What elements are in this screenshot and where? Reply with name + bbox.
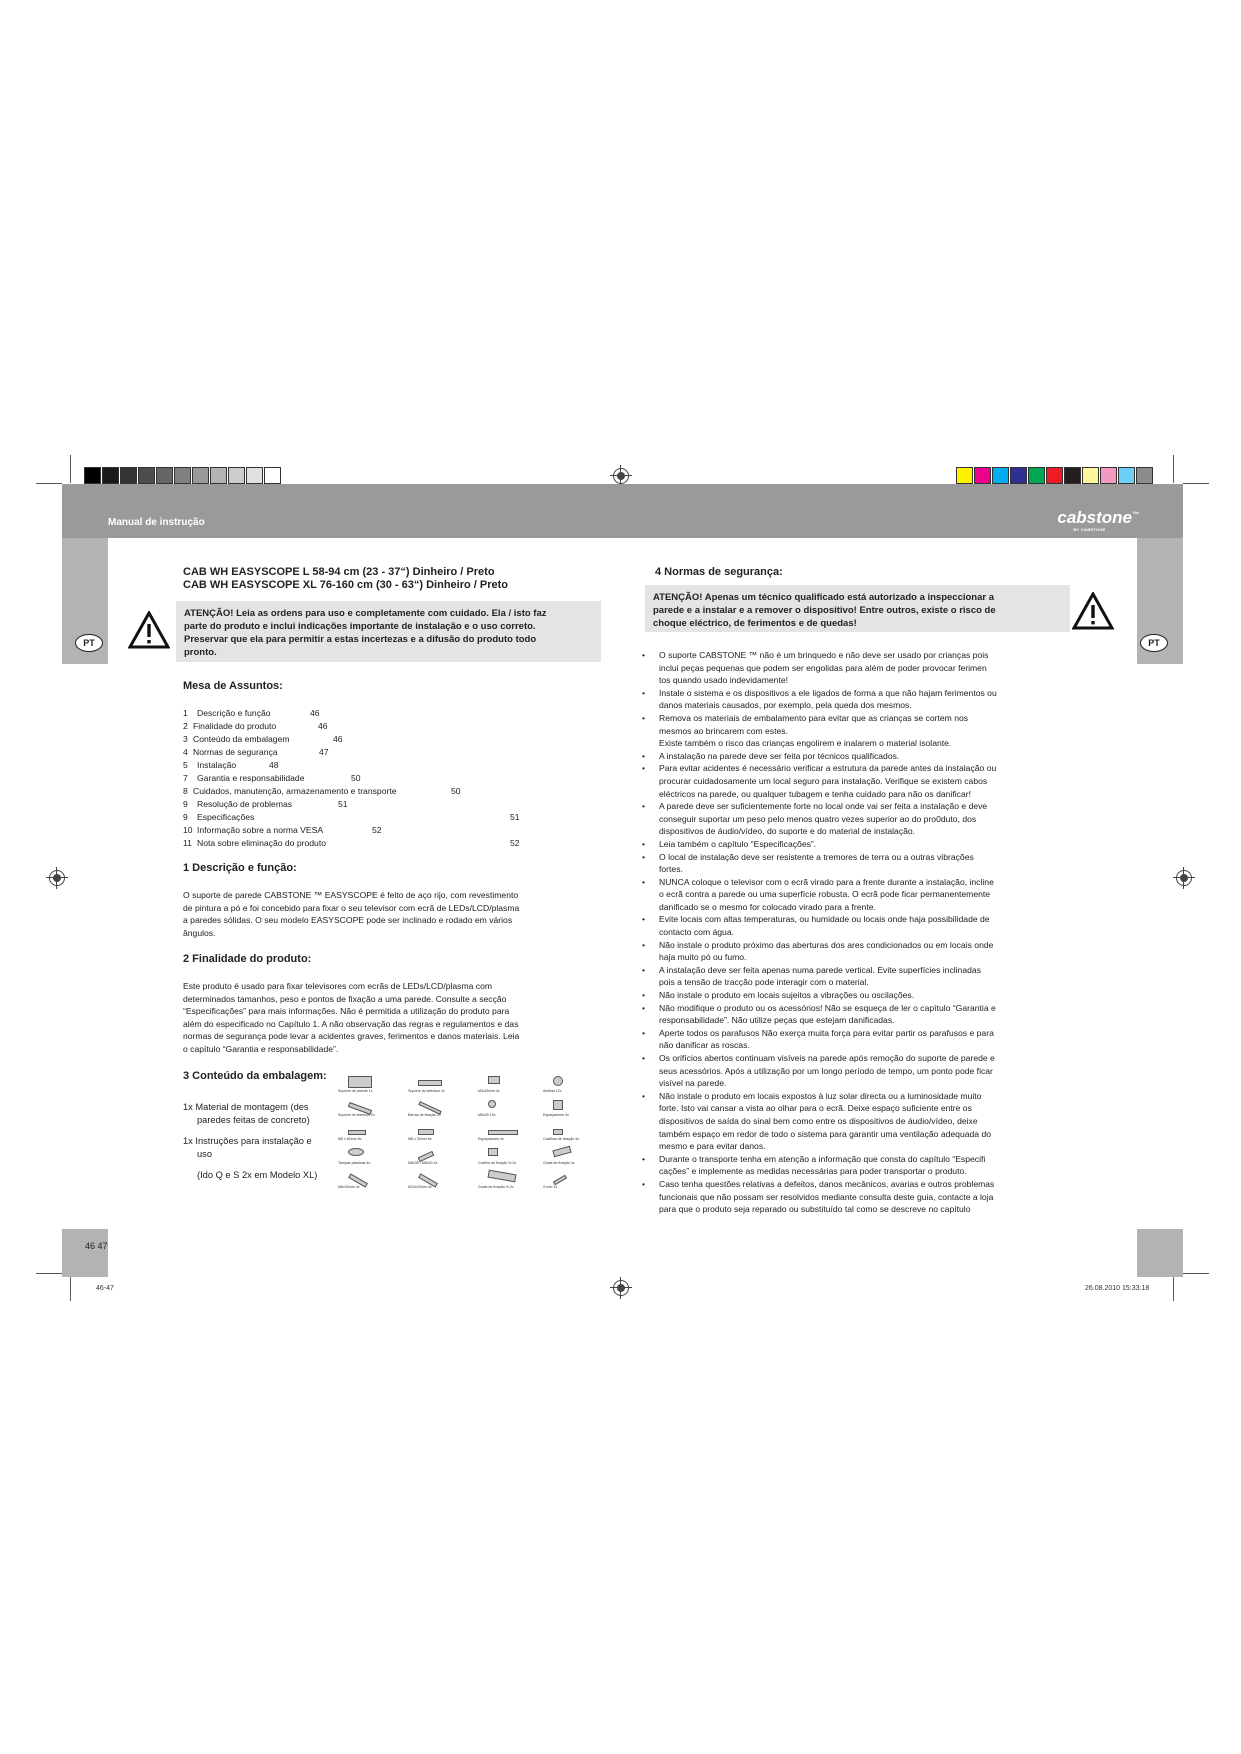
list-item: • Leia também o capítulo “Especificações”. xyxy=(642,838,1072,851)
toc-label: Finalidade do produto xyxy=(193,721,277,731)
toc-page: 50 xyxy=(451,786,461,796)
part-item: M10x20mm 4x xyxy=(408,1170,468,1198)
part-item: M6x30mm 4x xyxy=(338,1170,398,1198)
footer-file-label: 46-47 xyxy=(96,1285,114,1292)
part-item: Suporte de parede 1x xyxy=(338,1074,398,1102)
text-line: de pintura a pó e foi concebido para fixar o seu televisor com ecrã de LEDs/LCD/plasma xyxy=(183,902,520,913)
list-item: • Durante o transporte tenha em atenção a informação que consta do capítulo “Especifi cações” e implemente as medidas necessárias para poder transportar o produto. xyxy=(642,1153,1072,1178)
toc-label: Descrição e função xyxy=(197,708,271,718)
toc-number: 8 xyxy=(183,786,188,796)
logo-text: cabstone xyxy=(1057,508,1132,527)
toc-number: 5 xyxy=(183,760,188,770)
package-item: uso xyxy=(197,1149,212,1159)
part-item: Guias de fixação 4x xyxy=(543,1146,603,1174)
warning-line: parede e a instalar e a remover o dispositivo! Entre outros, existe o risco de xyxy=(653,605,996,616)
list-item: • Remova os materiais de embalamento para evitar que as crianças se cortem nos mesmos ao brincarem com estes. Existe também o risco das crianças engolirem e inalarem o material isolante. xyxy=(642,712,1072,750)
toc-page: 52 xyxy=(372,825,382,835)
toc-number: 9 xyxy=(183,812,188,822)
footer-timestamp: 26.08.2010 15:33:18 xyxy=(1085,1285,1150,1292)
toc-number: 7 xyxy=(183,773,188,783)
part-item: Suporte do televisor 2x xyxy=(408,1074,468,1102)
package-item: (Ido Q e S 2x em Modelo XL) xyxy=(197,1170,318,1180)
text-line: o capítulo “Garantia e responsabilidade”. xyxy=(183,1043,339,1054)
product-title-l: CAB WH EASYSCOPE L 58-94 cm (23 - 37“) Dinheiro / Preto xyxy=(183,566,495,578)
package-item: paredes feitas de concreto) xyxy=(197,1115,310,1125)
toc-page: 46 xyxy=(333,734,343,744)
text-line: Este produto é usado para fixar televisores com ecrãs de LEDs/LCD/plasma com xyxy=(183,981,493,991)
warning-line: parte do produto e inclui indicações importante de instalação e o uso correto. xyxy=(184,621,536,632)
part-item: M8x35 / M8x40 4x xyxy=(408,1146,468,1174)
list-item: • Aperte todos os parafusos Não exerça muita força para evitar partir os parafusos e para não danificar as roscas. xyxy=(642,1027,1072,1052)
toc-label: Informação sobre a norma VESA xyxy=(197,825,324,835)
toc-number: 2 xyxy=(183,721,188,731)
part-item: Espaçadores 4x xyxy=(478,1122,538,1150)
toc-number: 11 xyxy=(183,838,192,848)
warning-line: ATENÇÃO! Apenas um técnico qualificado está autorizado a inspeccionar a xyxy=(653,592,995,603)
toc-label: Garantia e responsabilidade xyxy=(197,773,305,783)
list-item: • O suporte CABSTONE ™ não é um brinquedo e não deve ser usado por crianças pois inclui peças pequenas que podem ser engolidas para além de poder provocar ferimen tos quando usado indevidamente! xyxy=(642,649,1072,687)
warning-line: ATENÇÃO! Leia as ordens para uso e completamente com cuidado. Ela / isto faz xyxy=(184,608,547,619)
language-badge-right: PT xyxy=(1140,634,1168,652)
text-line: a paredes sólidas. O seu modelo EASYSCOPE pode ser inclinado e rodado em vários xyxy=(183,915,513,925)
text-line: além do especificado no Capítulo 1. A não observação das regras e regulamentos e das xyxy=(183,1018,519,1029)
registration-mark-right xyxy=(1176,870,1192,886)
part-item: Cavilha de fixação ½-2x xyxy=(478,1146,538,1174)
toc-page: 48 xyxy=(269,760,279,770)
left-bottom-tab xyxy=(62,1229,108,1277)
toc-page: 46 xyxy=(310,708,320,718)
warning-box-left xyxy=(176,601,601,662)
part-item: Espaçadores 4x xyxy=(543,1098,603,1126)
toc-label: Especificações xyxy=(197,812,255,822)
list-item: • NUNCA coloque o televisor com o ecrã virado para a frente durante a instalação, incline o ecrã contra a parede ou uma superfície robusta. O ecrã pode ficar permanentemente danificado se o mesmo for colocado virado para a frente. xyxy=(642,876,1072,914)
section-1-text xyxy=(183,889,613,939)
toc-label: Nota sobre eliminação do produto xyxy=(197,838,326,848)
toc-page: 51 xyxy=(338,799,348,809)
toc-label: Normas de segurança xyxy=(193,747,278,757)
toc-number: 4 xyxy=(183,747,188,757)
toc-page: 52 xyxy=(510,838,520,848)
package-item: 1x Material de montagem (des xyxy=(183,1102,309,1112)
cabstone-logo xyxy=(1057,508,1139,532)
registration-mark-left xyxy=(49,870,65,886)
list-item: • Instale o sistema e os dispositivos a ele ligados de forma a que não hajam ferimentos ou danos materiais causados, por exemplo, pela queda dos mesmos. xyxy=(642,687,1072,712)
text-line: determinados tamanhos, peso e pontos de fixação a uma parede. Consulte a secção xyxy=(183,993,507,1004)
registration-mark-bottom xyxy=(613,1280,629,1296)
list-item: • Para evitar acidentes é necessário verificar a estrutura da parede antes da instalação ou procurar cuidadosamente um local seguro para instalação. Verifique se existem cabos eléctricos na parede, ou qualquer tubagem e tenha cuidado para não os danificar! xyxy=(642,762,1072,800)
warning-line: choque eléctrico, de ferimentos e de quedas! xyxy=(653,618,857,629)
part-item: Guias de fixação ½-2x xyxy=(478,1170,538,1198)
warning-triangle-icon xyxy=(1072,592,1114,630)
toc-label: Resolução de problemas xyxy=(197,799,293,809)
part-item: Barras de fixação 2x xyxy=(408,1098,468,1126)
registration-mark-top xyxy=(613,468,629,484)
section-3-title: 3 Conteúdo da embalagem: xyxy=(183,1070,327,1082)
toc-number: 1 xyxy=(183,708,188,718)
page-numbers: 46 47 xyxy=(85,1241,108,1251)
part-item: Cavilhas de fixação 4x xyxy=(543,1122,603,1150)
text-line: O suporte de parede CABSTONE ™ EASYSCOPE é feito de aço rijo, com revestimento xyxy=(183,890,519,900)
toc-label: Conteúdo da embalagem xyxy=(193,734,290,744)
part-item: M8 x 30mm 8x xyxy=(408,1122,468,1150)
section-1-title: 1 Descrição e função: xyxy=(183,862,297,874)
toc-title: Mesa de Assuntos: xyxy=(183,680,283,692)
list-item: • Não instale o produto em locais sujeitos a vibrações ou oscilações. xyxy=(642,989,1072,1002)
package-item: 1x Instruções para instalação e xyxy=(183,1136,312,1146)
toc-label: Instalação xyxy=(197,760,237,770)
list-item: • Não instale o produto próximo das aberturas dos ares condicionados ou em locais onde haja muito pó ou fumo. xyxy=(642,939,1072,964)
list-item: • Os orifícios abertos continuam visíveis na parede após remoção do suporte de parede e seus acessórios. Após a utilização por um longo período de tempo, um ponto pode ficar visível na parede. xyxy=(642,1052,1072,1090)
list-item: • Evite locais com altas temperaturas, ou humidade ou locais onde haja possibilidade de contacto com água. xyxy=(642,913,1072,938)
part-item: Anilhas 12x xyxy=(543,1074,603,1102)
safety-rules-list xyxy=(642,649,1072,1216)
list-item: • O local de instalação deve ser resistente a tremores de terra ou a outras vibrações fortes. xyxy=(642,851,1072,876)
toc-page: 51 xyxy=(510,812,520,822)
list-item: • A instalação deve ser feita apenas numa parede vertical. Evite superfícies inclinadas pois a tensão de tracção pode interagir com o material. xyxy=(642,964,1072,989)
part-item: M4x25mm 4x xyxy=(478,1074,538,1102)
toc-number: 9 xyxy=(183,799,188,809)
toc-number: 3 xyxy=(183,734,188,744)
warning-box-right xyxy=(645,585,1070,632)
header-band xyxy=(62,484,1183,538)
section-2-title: 2 Finalidade do produto: xyxy=(183,953,312,965)
manual-title: Manual de instrução xyxy=(108,517,205,528)
section-2-text xyxy=(183,980,613,1055)
section-4-title: 4 Normas de segurança: xyxy=(655,566,783,578)
text-line: normas de segurança pode levar a acidentes graves, ferimentos e danos materiais. Leia xyxy=(183,1031,520,1041)
part-item: M6 x 60mm 8x xyxy=(338,1122,398,1150)
toc-label: Cuidados, manutenção, armazenamento e transporte xyxy=(193,786,397,796)
list-item: • Não instale o produto em locais expostos à luz solar directa ou a luminosidade muito forte. Isto vai cansar a vista ao olhar para o ecrã. Deixe espaço suficiente entre os dispositivos de saída do sinal bem como entre os dispositivos de áudio/vídeo, deixe também espaço em redor de todo o sistema para garantir uma ventilação adequada do mesmo e para evitar danos. xyxy=(642,1090,1072,1153)
right-bottom-tab xyxy=(1137,1229,1183,1277)
part-item: Suporte do televisor 2x xyxy=(338,1098,398,1126)
package-contents-list xyxy=(183,1101,317,1182)
part-item: Tampas plásticas 4x xyxy=(338,1146,398,1174)
list-item: • A parede deve ser suficientemente forte no local onde vai ser feita a instalação e deve conseguir suportar um peso pelo menos quatro vezes superior ao do pro0duto, dos dispositivos de áudio/vídeo, do suporte e do material de instalação. xyxy=(642,800,1072,838)
warning-line: Preservar que ela para permitir a estas incertezas e a difusão do produto todo xyxy=(184,634,537,645)
list-item: • A instalação na parede deve ser feita por técnicos qualificados. xyxy=(642,750,1072,763)
language-badge-left: PT xyxy=(75,634,103,652)
product-title-xl: CAB WH EASYSCOPE XL 76-160 cm (30 - 63“) Dinheiro / Preto xyxy=(183,579,508,591)
toc-number: 10 xyxy=(183,825,193,835)
part-item: S mm 1x xyxy=(543,1170,603,1198)
warning-triangle-icon xyxy=(128,611,170,649)
toc-page: 47 xyxy=(319,747,329,757)
text-line: ângulos. xyxy=(183,927,216,938)
toc-page: 50 xyxy=(351,773,361,783)
parts-illustration xyxy=(338,1074,610,1194)
text-line: “Especificações” para mais informações. Não é permitida a utilização do produto para xyxy=(183,1006,510,1016)
warning-line: pronto. xyxy=(184,647,217,658)
logo-tm: ™ xyxy=(1132,511,1139,519)
logo-subtitle: BY CABSTONE xyxy=(1073,527,1106,532)
toc-page: 46 xyxy=(318,721,328,731)
list-item: • Não modifique o produto ou os acessórios! Não se esqueça de ler o capítulo “Garantia e responsabilidade”. Não utilize peças que estejam danificadas. xyxy=(642,1002,1072,1027)
list-item: • Caso tenha questões relativas a defeitos, danos mecânicos, avarias e outros problemas funcionais que não possam ser resolvidos mediante consulta deste guia, contacte a loja para que o produto seja reparado ou substituído tal como se descreve no capítulo xyxy=(642,1178,1072,1216)
part-item: M5x25 10x xyxy=(478,1098,538,1126)
